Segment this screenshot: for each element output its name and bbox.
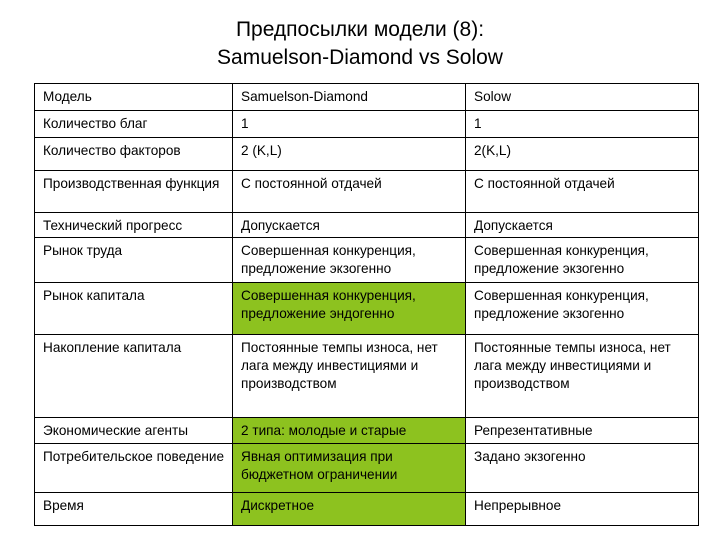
row-label-cell: Рынок труда <box>35 238 233 283</box>
row-label-cell: Потребительское поведение <box>35 444 233 493</box>
row-label-cell: Количество факторов <box>35 138 233 171</box>
solow-cell: Репрезентативные <box>466 418 699 444</box>
solow-cell: Задано экзогенно <box>466 444 699 493</box>
table-row <box>35 335 699 418</box>
table-row <box>35 138 699 171</box>
row-label-cell: Технический прогресс <box>35 213 233 238</box>
row-label-cell: Время <box>35 493 233 526</box>
slide-title <box>0 16 720 72</box>
table-row <box>35 493 699 526</box>
samuelson-diamond-cell: Samuelson-Diamond <box>233 84 466 111</box>
solow-cell: С постоянной отдачей <box>466 171 699 213</box>
samuelson-diamond-cell: Совершенная конкуренция, предложение экзогенно <box>233 238 466 283</box>
table-row <box>35 444 699 493</box>
row-label-cell: Рынок капитала <box>35 283 233 335</box>
samuelson-diamond-cell: 2 (K,L) <box>233 138 466 171</box>
samuelson-diamond-cell: Совершенная конкуренция, предложение эндогенно <box>233 283 466 335</box>
solow-cell: 1 <box>466 111 699 138</box>
table-row <box>35 283 699 335</box>
solow-cell: Совершенная конкуренция, предложение экзогенно <box>466 238 699 283</box>
table-row <box>35 111 699 138</box>
solow-cell: 2(K,L) <box>466 138 699 171</box>
table-row <box>35 171 699 213</box>
table-row <box>35 418 699 444</box>
samuelson-diamond-cell: Постоянные темпы износа, нет лага между инвестициями и производством <box>233 335 466 418</box>
solow-cell: Совершенная конкуренция, предложение экзогенно <box>466 283 699 335</box>
row-label-cell: Накопление капитала <box>35 335 233 418</box>
row-label-cell: Количество благ <box>35 111 233 138</box>
title-line-2: Samuelson-Diamond vs Solow <box>217 46 503 69</box>
comparison-table <box>34 83 699 526</box>
samuelson-diamond-cell: Допускается <box>233 213 466 238</box>
row-label-cell: Экономические агенты <box>35 418 233 444</box>
table-row <box>35 84 699 111</box>
samuelson-diamond-cell: С постоянной отдачей <box>233 171 466 213</box>
row-label-cell: Производственная функция <box>35 171 233 213</box>
solow-cell: Постоянные темпы износа, нет лага между инвестициями и производством <box>466 335 699 418</box>
samuelson-diamond-cell: Явная оптимизация при бюджетном ограничении <box>233 444 466 493</box>
table-row <box>35 238 699 283</box>
samuelson-diamond-cell: Дискретное <box>233 493 466 526</box>
table-row <box>35 213 699 238</box>
solow-cell: Допускается <box>466 213 699 238</box>
solow-cell: Solow <box>466 84 699 111</box>
solow-cell: Непрерывное <box>466 493 699 526</box>
row-label-cell: Модель <box>35 84 233 111</box>
samuelson-diamond-cell: 2 типа: молодые и старые <box>233 418 466 444</box>
title-line-1: Предпосылки модели (8): <box>235 18 485 41</box>
samuelson-diamond-cell: 1 <box>233 111 466 138</box>
